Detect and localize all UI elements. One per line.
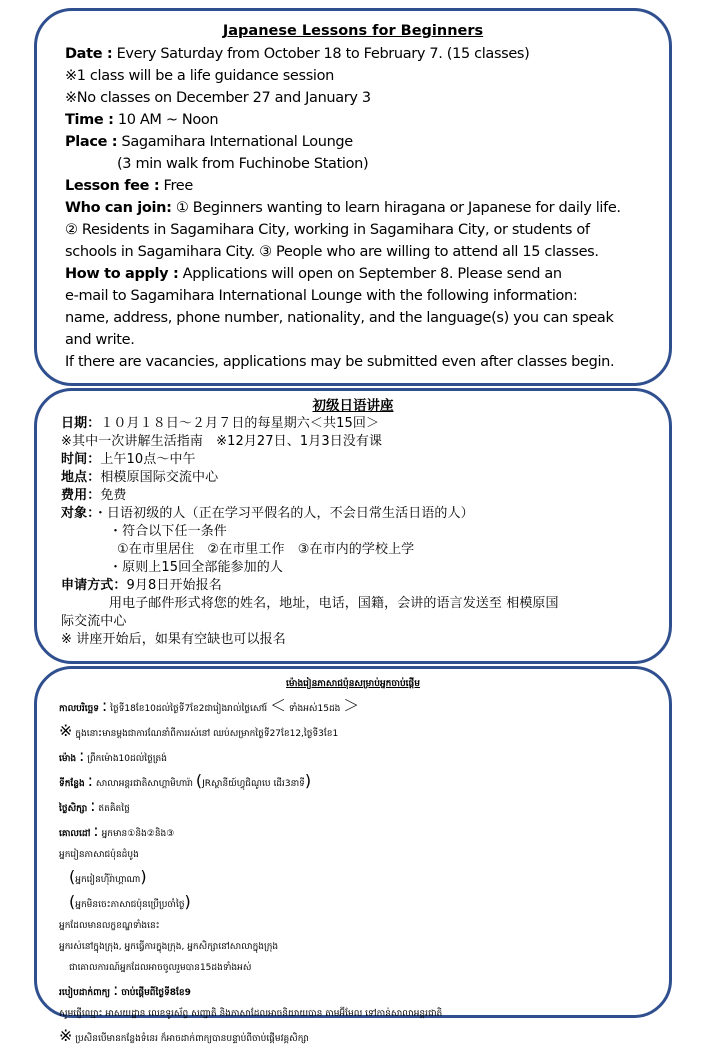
zh-date-label: 日期： — [61, 416, 101, 431]
date-value: Every Saturday from October 18 to February 7. (15 classes) — [112, 46, 530, 62]
who-label: Who can join: — [65, 200, 172, 216]
fee-value: Free — [159, 178, 193, 194]
place-value: Sagamihara International Lounge — [117, 134, 353, 150]
zh-fee-label: 费用： — [61, 488, 101, 503]
english-note-2: ※No classes on December 27 and January 3 — [65, 90, 371, 106]
english-fee — [65, 175, 669, 197]
km-place-detail: JRស្ថានីយ៍ហ្វុជិណូបេ — [202, 779, 271, 789]
km-fee-value: ឥតគិតថ្លៃ — [98, 804, 130, 814]
khmer-apply-line-2: សូមផ្ញើឈ្មោះ អាសយដ្ឋាន លេខទូរស័ព្ទ សញ្ជាតិ និងភាសាដែលអាចនិយាយបាន តាមអ៊ីមែល ទៅកាន់សាលាអន្តរជាតិ — [59, 1009, 443, 1019]
apply-line-1: Applications will open on September 8. Please send an — [178, 266, 562, 282]
english-panel — [34, 8, 672, 386]
km-target-3-text: ជាគោលការណ៍អ្នកដែលអាចចូលរួមបាន15ដងទាំងអស់ — [69, 963, 252, 973]
zh-fee-value: 免费 — [100, 488, 127, 503]
zh-target-label: 对象： — [61, 506, 94, 521]
english-time — [65, 109, 669, 131]
km-note-text: ក្នុងនោះមានម្តងជាការណែនាំពីការរស់នៅ ឈប់សម្រាកថ្ងៃទី27ខែ12,ថ្ងៃទី3ខែ1 — [75, 729, 339, 739]
english-who — [65, 197, 669, 219]
zh-apply-label: 申请方式： — [61, 578, 127, 593]
khmer-note: ※ ក្នុងនោះមានម្តងជាការណែនាំពីការរស់នៅ ឈប់សម្រាកថ្ងៃទី27ខែ12,ថ្ងៃទី3ខែ1 — [59, 721, 339, 740]
english-note-1: ※1 class will be a life guidance session — [65, 68, 334, 84]
who-line-1: ① Beginners wanting to learn hiragana or Japanese for daily life. — [171, 200, 621, 216]
km-target-value: អ្នកមាន①និង②និង③ — [101, 829, 175, 839]
km-place-label: ទីកន្លែង — [59, 779, 85, 789]
chinese-apply — [61, 577, 669, 595]
khmer-target: គោលដៅ : អ្នកមាន①និង②និង③ — [59, 821, 175, 840]
km-target-1a-text: អ្នករៀនហ៊ីរ៉ាហ្គាណា — [75, 875, 141, 885]
khmer-time: ម៉ោង : ព្រឹកម៉ោង10ដល់ថ្ងៃត្រង់ — [59, 746, 167, 765]
km-target-label: គោលដៅ — [59, 829, 91, 839]
zh-time-label: 时间： — [61, 452, 101, 467]
english-date — [65, 43, 669, 65]
khmer-apply-line-3: ※ ប្រសិនបើមានកន្លែងទំនេរ ក៏អាចដាក់ពាក្យបានបន្ទាប់ពីចាប់ផ្តើមវគ្គសិក្សា — [59, 1026, 309, 1045]
place-label: Place : — [65, 134, 118, 150]
zh-place-value: 相模原国际交流中心 — [100, 470, 219, 485]
km-place-value: សាលាអន្តរជាតិសាហ្គាមិហារ៉ា — [95, 779, 193, 789]
chinese-apply-line-4: ※ 讲座开始后，如果有空缺也可以报名 — [61, 632, 286, 647]
km-date-label: កាលបរិច្ឆេទ — [59, 704, 99, 714]
english-who-line-3: schools in Sagamihara City. ③ People who are willing to attend all 15 classes. — [65, 244, 599, 260]
english-place — [65, 131, 669, 153]
km-date-count: ទាំងអស់15ដង — [288, 704, 341, 714]
chinese-note: ※其中一次讲解生活指南 ※12月27日、1月3日没有课 — [61, 434, 383, 449]
khmer-target-1b: (អ្នកមិនចេះភាសាជប៉ុនប្រើប្រចាំថ្ងៃ) — [69, 892, 191, 911]
chinese-date — [61, 415, 669, 433]
english-apply-line-5: If there are vacancies, applications may be submitted even after classes begin. — [65, 354, 615, 370]
khmer-target-1a: (អ្នករៀនហ៊ីរ៉ាហ្គាណា) — [69, 867, 147, 886]
km-target-1b-text: អ្នកមិនចេះភាសាជប៉ុនប្រើប្រចាំថ្ងៃ — [75, 900, 185, 910]
km-date-value: ថ្ងៃទី18ខែ10ដល់ថ្ងៃទី7ខែ2ជារៀងរាល់ថ្ងៃសៅរ៍ — [110, 704, 268, 714]
khmer-title: ម៉ោងរៀនភាសាជប៉ុនសម្រាប់អ្នកចាប់ផ្តើម — [286, 679, 420, 689]
apply-label: How to apply : — [65, 266, 179, 282]
time-label: Time : — [65, 112, 114, 128]
zh-target-line-1: ・日语初级的人（正在学习平假名的人，不会日常生活日语的人） — [93, 506, 474, 521]
khmer-apply: របៀបដាក់ពាក្យ : ចាប់ផ្តើមពីថ្ងៃទី8ខែ9 — [59, 980, 191, 999]
km-apply-label: របៀបដាក់ពាក្យ — [59, 988, 111, 998]
khmer-date: កាលបរិច្ឆេទ : ថ្ងៃទី18ខែ10ដល់ថ្ងៃទី7ខែ2ជារៀងរាល់ថ្ងៃសៅរ៍ ＜ ទាំងអស់15ដង ＞ — [59, 696, 360, 715]
khmer-fee: ថ្លៃសិក្សា : ឥតគិតថ្លៃ — [59, 796, 130, 815]
km-apply-value: ចាប់ផ្តើមពីថ្ងៃទី8ខែ9 — [121, 988, 191, 998]
km-target-2-text: អ្នកដែលមានលក្ខខណ្ឌទាំងនេះ — [59, 921, 160, 931]
english-apply — [65, 263, 669, 285]
chinese-target — [61, 505, 669, 523]
khmer-target-1 — [59, 845, 669, 866]
date-label: Date : — [65, 46, 113, 62]
km-time-value: ព្រឹកម៉ោង10ដល់ថ្ងៃត្រង់ — [87, 754, 167, 764]
chinese-apply-line-3: 际交流中心 — [61, 614, 127, 629]
km-fee-label: ថ្លៃសិក្សា — [59, 804, 88, 814]
khmer-place: ទីកន្លែង : សាលាអន្តរជាតិសាហ្គាមិហារ៉ា (JRស្ថានីយ៍ហ្វុជិណូបេ ដើរ3នាទី) — [59, 771, 312, 790]
km-place-walk: ដើរ3នាទី — [273, 779, 305, 789]
english-who-line-2: ② Residents in Sagamihara City, working in Sagamihara City, or students of — [65, 222, 590, 238]
khmer-panel — [34, 666, 672, 1045]
khmer-target-3 — [59, 958, 669, 979]
km-time-label: ម៉ោង — [59, 754, 77, 764]
english-title: Japanese Lessons for Beginners — [222, 23, 484, 39]
english-apply-line-3: name, address, phone number, nationality, and the language(s) you can speak — [65, 310, 614, 326]
chinese-time — [61, 451, 669, 469]
time-value: 10 AM ~ Noon — [113, 112, 219, 128]
chinese-fee — [61, 487, 669, 505]
khmer-target-2 — [59, 916, 669, 937]
chinese-place — [61, 469, 669, 487]
khmer-target-2-detail: អ្នករស់នៅក្នុងក្រុង, អ្នកធ្វើការក្នុងក្រុង, អ្នកសិក្សានៅសាលាក្នុងក្រុង — [59, 942, 279, 952]
zh-date-value: １０月１８日～２月７日的每星期六＜共15回＞ — [100, 416, 380, 431]
english-apply-line-2: e-mail to Sagamihara International Lounge with the following information: — [65, 288, 578, 304]
english-apply-line-4: and write. — [65, 332, 135, 348]
chinese-title: 初级日语讲座 — [312, 398, 394, 414]
chinese-target-line-3: ①在市里居住 ②在市里工作 ③在市内的学校上学 — [117, 542, 415, 557]
zh-place-label: 地点： — [61, 470, 101, 485]
english-place-detail: (3 min walk from Fuchinobe Station) — [117, 156, 369, 172]
fee-label: Lesson fee : — [65, 178, 160, 194]
chinese-target-line-2: ・符合以下任一条件 — [109, 524, 227, 539]
km-target-1-text: អ្នករៀនភាសាជប៉ុនដំបូង — [59, 850, 139, 860]
zh-apply-value: 9月8日开始报名 — [126, 578, 222, 593]
chinese-panel — [34, 388, 672, 664]
zh-time-value: 上午10点～中午 — [100, 452, 196, 467]
chinese-apply-line-2: 用电子邮件形式将您的姓名，地址，电话，国籍，会讲的语言发送至 相模原国 — [109, 596, 559, 611]
km-apply-line-3-text: ប្រសិនបើមានកន្លែងទំនេរ ក៏អាចដាក់ពាក្យបានបន្ទាប់ពីចាប់ផ្តើមវគ្គសិក្សា — [75, 1034, 309, 1044]
chinese-target-line-4: ・原则上15回全部能参加的人 — [109, 560, 283, 575]
